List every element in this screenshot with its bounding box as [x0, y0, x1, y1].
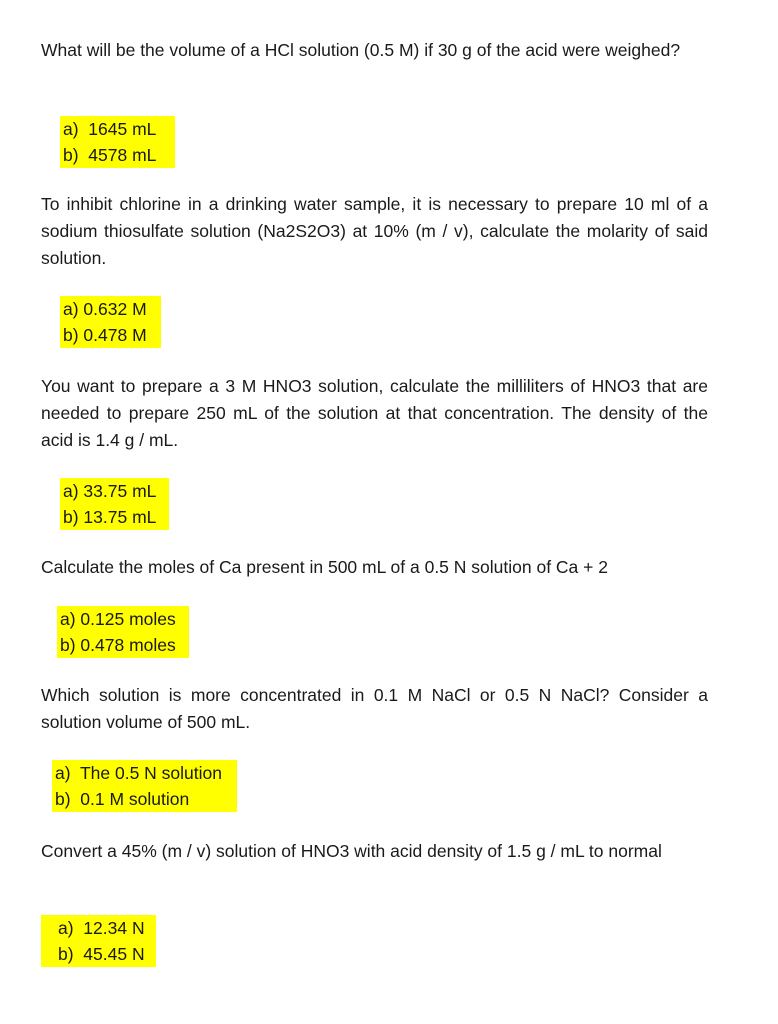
- question-4-text: Calculate the moles of Ca present in 500 mL of a 0.5 N solution of Ca + 2: [41, 557, 608, 577]
- question-6-text: Convert a 45% (m / v) solution of HNO3 with acid density of 1.5 g / mL to normal: [41, 841, 662, 861]
- question-4-answer-a: a) 0.125 moles: [60, 609, 176, 629]
- question-5-answers: [52, 760, 237, 812]
- question-1-answer-b: b) 4578 mL: [63, 145, 157, 165]
- question-3-answers: [60, 478, 169, 530]
- question-1-answers: [60, 116, 175, 168]
- question-5-answer-a: a) The 0.5 N solution: [55, 763, 222, 783]
- question-2-answers: [60, 296, 161, 348]
- question-2-answer-a: a) 0.632 M: [63, 299, 147, 319]
- question-1-answer-a: a) 1645 mL: [63, 119, 157, 139]
- question-6-answer-a: a) 12.34 N: [58, 918, 145, 938]
- question-5-answer-b: b) 0.1 M solution: [55, 789, 190, 809]
- question-3-text: You want to prepare a 3 M HNO3 solution, calculate the milliliters of HNO3 that are needed to prepare 250 mL of the solution at that concentration. The density of the acid is 1.4 g / mL.: [41, 376, 708, 450]
- question-4-answers: [57, 606, 189, 658]
- question-3-answer-a: a) 33.75 mL: [63, 481, 157, 501]
- question-3-answer-b: b) 13.75 mL: [63, 507, 157, 527]
- question-6-answers: [41, 915, 156, 967]
- question-6-answer-b: b) 45.45 N: [58, 944, 145, 964]
- question-4-answer-b: b) 0.478 moles: [60, 635, 176, 655]
- question-2-text: To inhibit chlorine in a drinking water sample, it is necessary to prepare 10 ml of a sodium thiosulfate solution (Na2S2O3) at 10% (m / v), calculate the molarity of said solution.: [41, 194, 708, 268]
- question-1-text: What will be the volume of a HCl solution (0.5 M) if 30 g of the acid were weighed?: [41, 40, 681, 60]
- question-2-answer-b: b) 0.478 M: [63, 325, 147, 345]
- question-5-text: Which solution is more concentrated in 0.1 M NaCl or 0.5 N NaCl? Consider a solution volume of 500 mL.: [41, 685, 708, 732]
